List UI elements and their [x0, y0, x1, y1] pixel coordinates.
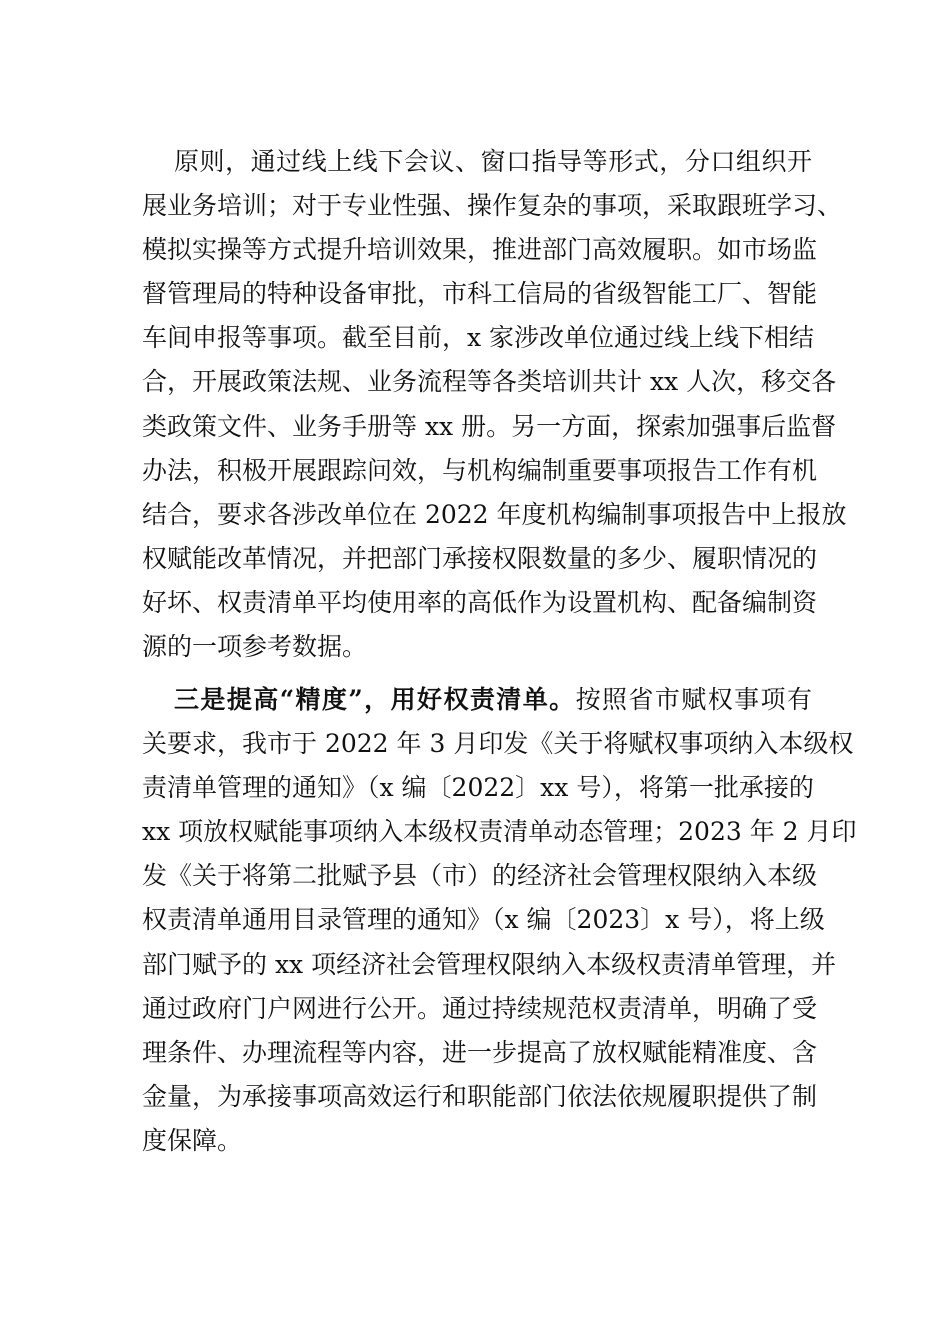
text-line: 车间申报等事项。截至目前，x 家涉改单位通过线上线下相结	[142, 323, 815, 353]
text-line: xx 项放权赋能事项纳入本级权责清单动态管理；2023 年 2 月印	[142, 817, 857, 847]
text-line: 类政策文件、业务手册等 xx 册。另一方面，探索加强事后监督	[142, 411, 837, 441]
text-line: 关要求，我市于 2022 年 3 月印发《关于将赋权事项纳入本级权	[142, 729, 854, 759]
text-line: 权赋能改革情况，并把部门承接权限数量的多少、履职情况的	[142, 543, 818, 573]
text-line: 合，开展政策法规、业务流程等各类培训共计 xx 人次，移交各	[142, 367, 837, 397]
paragraph-accountability-list	[142, 678, 857, 1163]
text-line: 办法，积极开展跟踪问效，与机构编制重要事项报告工作有机	[142, 455, 818, 485]
text-line: 结合，要求各涉改单位在 2022 年度机构编制事项报告中上报放	[142, 499, 847, 529]
text-line-with-heading	[142, 678, 812, 722]
section-heading: 三是提高“精度”，用好权责清单。	[174, 685, 576, 714]
text-line: 责清单管理的通知》（x 编〔2022〕xx 号），将第一批承接的	[142, 773, 814, 803]
text-line: 权责清单通用目录管理的通知》（x 编〔2023〕x 号），将上级	[142, 905, 825, 935]
text-line: 发《关于将第二批赋予县（市）的经济社会管理权限纳入本级	[142, 861, 818, 891]
paragraph-training	[142, 140, 847, 669]
text-line: 模拟实操等方式提升培训效果，推进部门高效履职。如市场监	[142, 235, 818, 265]
text-line: 原则，通过线上线下会议、窗口指导等形式，分口组织开	[174, 147, 812, 176]
text-line: 度保障。	[142, 1125, 243, 1155]
text-line: 金量，为承接事项高效运行和职能部门依法依规履职提供了制	[142, 1081, 818, 1111]
text-line: 通过政府门户网进行公开。通过持续规范权责清单，明确了受	[142, 993, 818, 1023]
text-line: 部门赋予的 xx 项经济社会管理权限纳入本级权责清单管理，并	[142, 949, 837, 979]
heading-line-rest: 按照省市赋权事项有	[575, 685, 812, 714]
text-line: 督管理局的特种设备审批，市科工信局的省级智能工厂、智能	[142, 279, 818, 309]
text-line: 展业务培训；对于专业性强、操作复杂的事项，采取跟班学习、	[142, 191, 843, 221]
text-line: 源的一项参考数据。	[142, 632, 368, 662]
text-line: 好坏、权责清单平均使用率的高低作为设置机构、配备编制资	[142, 587, 818, 617]
text-line: 理条件、办理流程等内容，进一步提高了放权赋能精准度、含	[142, 1037, 818, 1067]
